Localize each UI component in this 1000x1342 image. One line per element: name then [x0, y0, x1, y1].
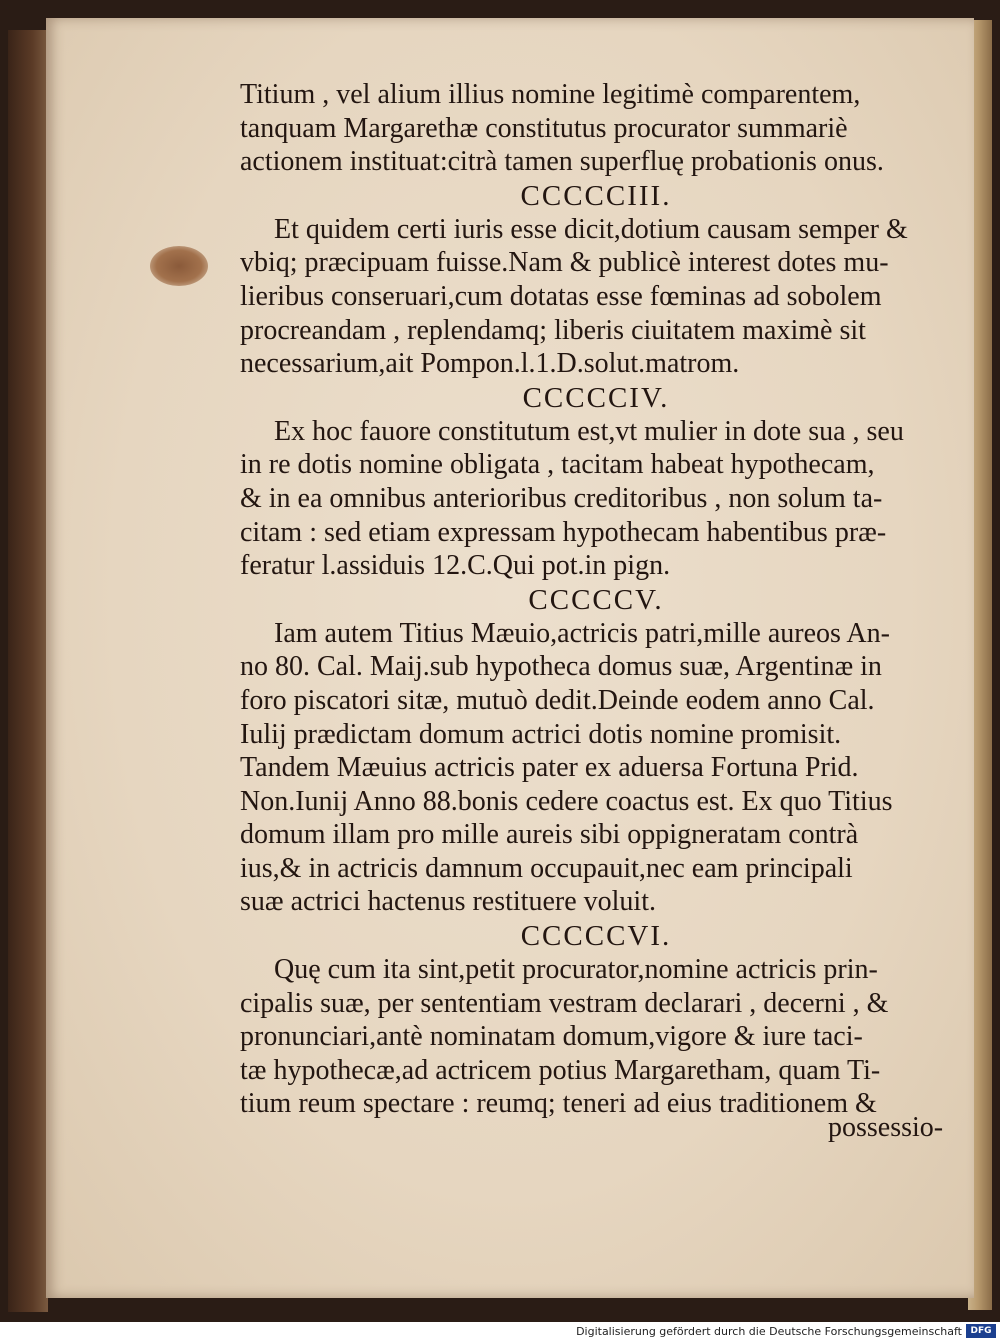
text-line: Iam autem Titius Mæuio,actricis patri,mille aureos An-: [274, 617, 890, 649]
text-line: & in ea omnibus anterioribus creditoribus , non solum ta-: [240, 482, 883, 514]
text-line: tium reum spectare : reumq; teneri ad eius traditionem &: [240, 1088, 877, 1120]
text-line: suæ actrici hactenus restituere voluit.: [240, 886, 656, 918]
book-spine-edge: [8, 30, 48, 1312]
text-line: procreandam , replendamq; liberis ciuitatem maximè sit: [240, 314, 866, 346]
text-line: citam : sed etiam expressam hypothecam habentibus præ-: [240, 516, 887, 548]
text-line: necessarium,ait Pompon.l.1.D.solut.matrom.: [240, 348, 740, 380]
text-line: Et quidem certi iuris esse dicit,dotium causam semper &: [274, 213, 908, 245]
text-line: Titium , vel alium illius nomine legitimè comparentem,: [240, 79, 861, 110]
text-line: domum illam pro mille aureis sibi oppigneratam contrà: [240, 819, 859, 851]
text-line: Non.Iunij Anno 88.bonis cedere coactus est. Ex quo Titius: [240, 785, 893, 817]
text-line: Ex hoc fauore constitutum est,vt mulier in dote sua , seu: [274, 415, 904, 447]
text-line: foro piscatori sitæ, mutuò dedit.Deinde eodem anno Cal.: [240, 684, 875, 716]
section-506: [240, 919, 952, 1121]
section-503: [240, 179, 952, 381]
text-line: lieribus conseruari,cum dotatas esse fœminas ad sobolem: [240, 280, 882, 312]
text-line: Quę cum ita sint,petit procurator,nomine actricis prin-: [274, 954, 878, 986]
section-heading: CCCCCV.: [528, 583, 664, 616]
footer-bar: [0, 1322, 1000, 1342]
opening-paragraph: [240, 78, 952, 179]
funding-credit: Digitalisierung gefördert durch die Deutsche Forschungsgemeinschaft: [576, 1325, 962, 1338]
page-text: [240, 78, 952, 1121]
text-line: tanquam Margarethæ constitutus procurator summariè: [240, 112, 848, 144]
text-line: tæ hypothecæ,ad actricem potius Margaretham, quam Ti-: [240, 1054, 881, 1086]
text-line: pronunciari,antè nominatam domum,vigore & iure taci-: [240, 1021, 863, 1053]
section-505: [240, 583, 952, 919]
text-line: Tandem Mæuius actricis pater ex aduersa Fortuna Prid.: [240, 752, 859, 784]
text-line: cipalis suæ, per sententiam vestram declarari , decerni , &: [240, 987, 889, 1019]
text-line: vbiq; præcipuam fuisse.Nam & publicè interest dotes mu-: [240, 247, 889, 279]
section-heading: CCCCCIII.: [520, 179, 672, 212]
text-line: Iulij prædictam domum actrici dotis nomine promisit.: [240, 718, 842, 750]
section-heading: CCCCCIV.: [522, 381, 670, 414]
text-line: actionem instituat:citrà tamen superfluę probationis onus.: [240, 146, 884, 178]
dfg-logo: DFG: [966, 1324, 996, 1338]
section-504: [240, 381, 952, 583]
stain-mark: [150, 246, 208, 286]
text-line: ius,& in actricis damnum occupauit,nec eam principali: [240, 852, 853, 884]
text-line: no 80. Cal. Maij.sub hypotheca domus suæ, Argentinæ in: [240, 651, 882, 683]
text-line: in re dotis nomine obligata , tacitam habeat hypothecam,: [240, 449, 875, 481]
text-line: feratur l.assiduis 12.C.Qui pot.in pign.: [240, 550, 671, 582]
section-heading: CCCCCVI.: [520, 920, 672, 953]
catchword: possessio-: [828, 1112, 944, 1143]
